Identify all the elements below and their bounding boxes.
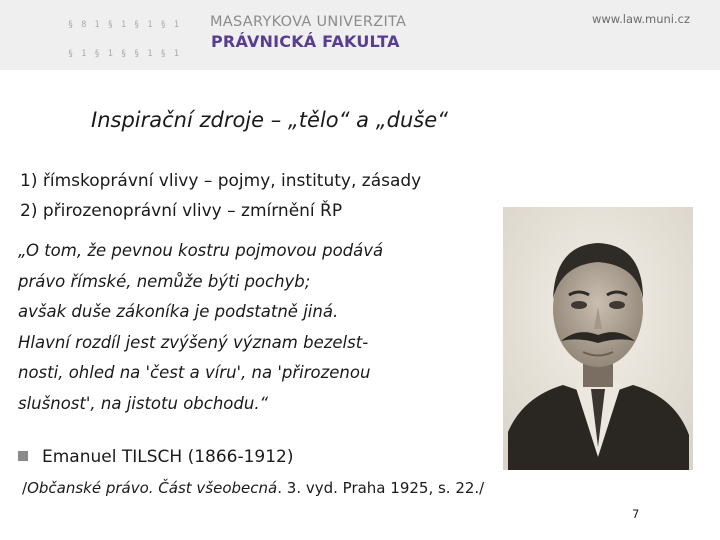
- square-bullet-icon: [18, 451, 28, 461]
- citation-rest: . 3. vyd. Praha 1925, s. 22./: [277, 479, 485, 497]
- citation-prefix: /: [22, 479, 28, 497]
- portrait-photo: [503, 207, 693, 470]
- quote-line: slušnost', na jistotu obchodu.“: [18, 393, 269, 413]
- quote-block: [18, 236, 383, 419]
- website-link[interactable]: www.law.muni.cz: [591, 12, 690, 26]
- points-list: [20, 166, 421, 226]
- logo-pattern: [68, 2, 186, 70]
- list-item: 2) přirozenoprávní vlivy – zmírnění ŘP: [20, 201, 343, 221]
- quote-line: právo římské, nemůže býti pochyb;: [18, 271, 311, 291]
- author-name: Emanuel TILSCH (1866-1912): [42, 447, 294, 467]
- page-number: 7: [632, 507, 640, 521]
- list-item: 1) římskoprávní vlivy – pojmy, instituty, zásady: [20, 171, 422, 191]
- slide-title: Inspirační zdroje – „tělo“ a „duše“: [91, 108, 448, 132]
- header-bar: [0, 0, 720, 70]
- quote-line: „O tom, že pevnou kostru pojmovou podává: [18, 241, 384, 260]
- pattern-row: § 8 1 § 1 § 1 § 1: [68, 20, 181, 31]
- faculty-name: PRÁVNICKÁ FAKULTA: [211, 32, 400, 51]
- source-citation: [22, 479, 484, 497]
- pattern-row: § 1 § 1 § § 1 § 1: [68, 48, 181, 59]
- university-name: MASARYKOVA UNIVERZITA: [210, 14, 407, 30]
- citation-title: Občanské právo. Část všeobecná: [27, 479, 278, 497]
- quote-line: Hlavní rozdíl jest zvýšený význam bezelst-: [18, 332, 369, 352]
- quote-line: avšak duše zákoníka je podstatně jiná.: [18, 302, 339, 321]
- quote-line: nosti, ohled na 'čest a víru', na 'přirozenou: [18, 363, 371, 382]
- author-item: [18, 447, 294, 467]
